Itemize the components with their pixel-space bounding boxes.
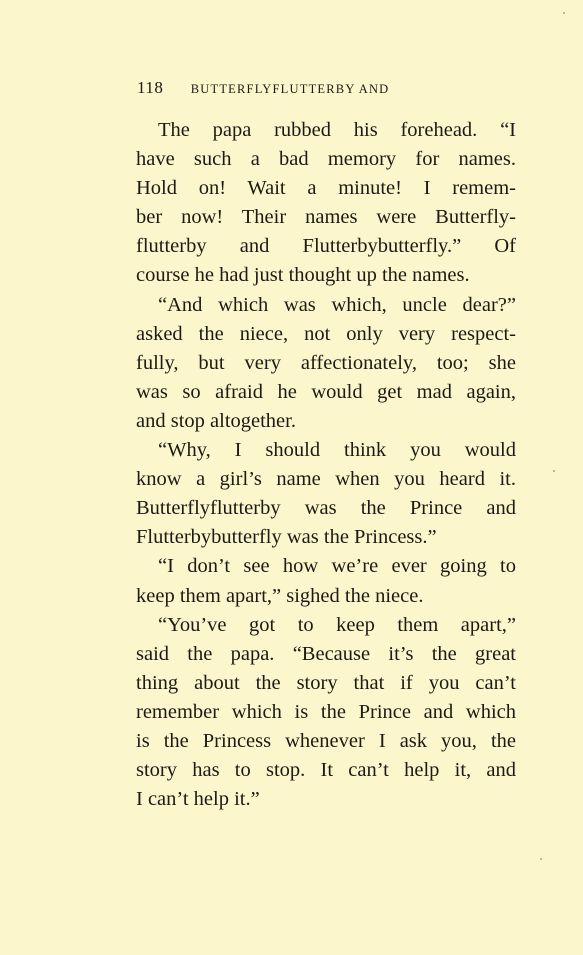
text-line: asked the niece, not only very respect- — [136, 322, 516, 345]
text-line: keep them apart,” sighed the niece. — [136, 584, 424, 607]
text-line: was so afraid he would get mad again, — [136, 380, 516, 403]
paper-speck — [563, 12, 565, 14]
text-line: is the Princess whenever I ask you, the — [136, 729, 516, 752]
text-line: know a girl’s name when you heard it. — [136, 468, 516, 491]
paper-speck — [540, 858, 542, 860]
text-line: “And which was which, uncle dear?” — [158, 293, 516, 316]
text-line: story has to stop. It can’t help it, and — [136, 759, 516, 782]
text-line: Flutterbybutterfly was the Princess.” — [136, 526, 437, 549]
text-line: ber now! Their names were Butterfly- — [136, 206, 516, 229]
page-number: 118 — [137, 78, 164, 97]
text-line: have such a bad memory for names. — [136, 148, 516, 171]
text-line: Butterflyflutterby was the Prince and — [136, 497, 516, 520]
running-head — [137, 77, 517, 99]
text-line: “You’ve got to keep them apart,” — [158, 613, 516, 636]
running-title: BUTTERFLYFLUTTERBY AND — [190, 82, 390, 96]
paper-speck — [553, 470, 555, 472]
text-line: said the papa. “Because it’s the great — [136, 642, 516, 665]
text-line: course he had just thought up the names. — [136, 264, 470, 287]
text-line: I can’t help it.” — [136, 788, 260, 811]
text-line: “I don’t see how we’re ever going to — [158, 555, 516, 578]
text-line: Hold on! Wait a minute! I remem- — [136, 177, 516, 200]
text-line: The papa rubbed his forehead. “I — [158, 119, 516, 141]
text-line: remember which is the Prince and which — [136, 700, 516, 723]
text-line: “Why, I should think you would — [158, 439, 516, 462]
text-line: flutterby and Flutterbybutterfly.” Of — [136, 235, 516, 258]
body-text — [136, 116, 516, 814]
text-line: thing about the story that if you can’t — [136, 671, 516, 694]
text-line: and stop altogether. — [136, 409, 296, 432]
text-line: fully, but very affectionately, too; she — [136, 351, 516, 374]
